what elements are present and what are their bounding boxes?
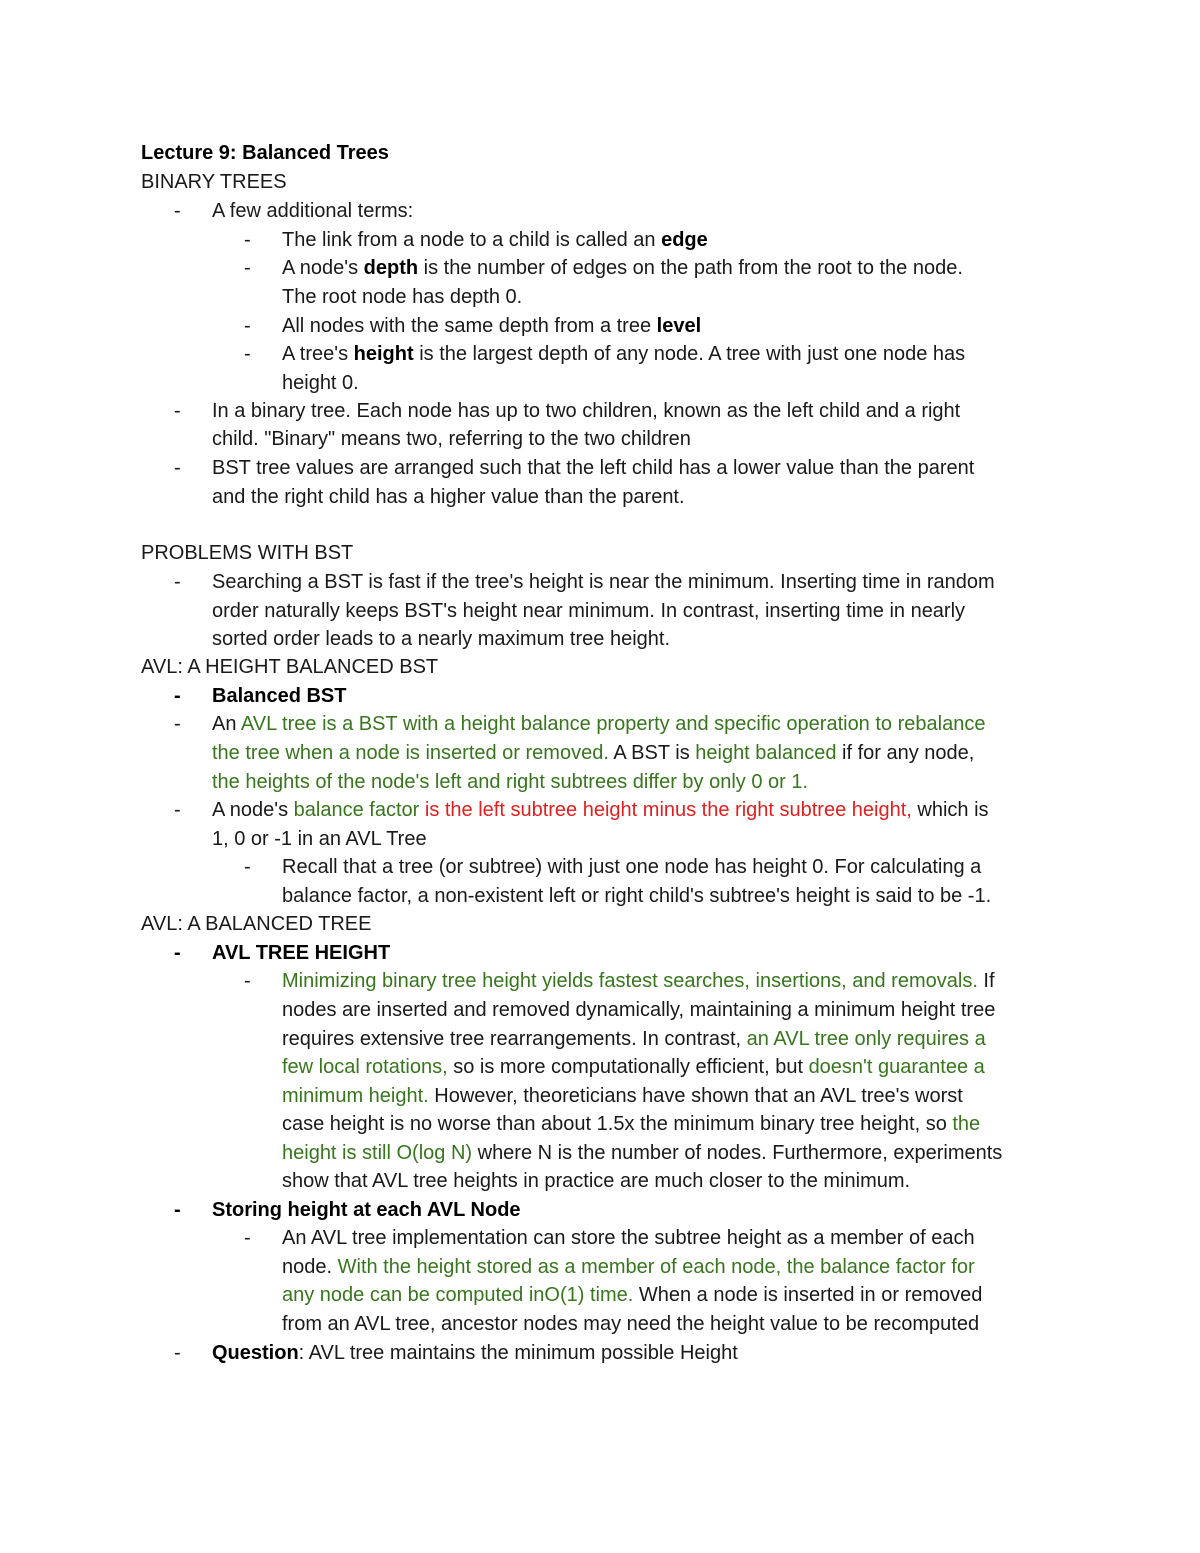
bold-term: height (353, 343, 414, 365)
bullet-text (212, 711, 985, 737)
highlight-green: AVL tree is a BST with a height balance property and specific operation to rebalance (240, 713, 986, 735)
bold-term: edge (661, 229, 708, 251)
bullet-dash: - (244, 343, 251, 365)
bullet-dash: - (174, 571, 181, 593)
bold-term: level (656, 315, 702, 337)
bullet-text-continued: nodes are inserted and removed dynamically, maintaining a minimum height tree (282, 999, 996, 1021)
bullet-text-continued: from an AVL tree, ancestor nodes may need the height value to be recomputed (282, 1313, 980, 1335)
bold-term: Question (212, 1342, 299, 1364)
text-run: if for any node, (836, 742, 975, 764)
bullet-dash: - (174, 1342, 181, 1364)
text-run: All nodes with the same depth from a tree (282, 315, 657, 337)
bullet-dash: - (244, 257, 251, 279)
bullet-dash: - (244, 856, 251, 878)
text-run: node. (282, 1256, 333, 1278)
highlight-green: With the height stored as a member of each node, the balance factor for (332, 1256, 975, 1278)
bullet-dash: - (174, 713, 181, 735)
bullet-bold-heading: Balanced BST (212, 685, 347, 707)
bullet-text (282, 313, 701, 339)
highlight-green: the tree when a node is inserted or removed. (212, 742, 609, 764)
bullet-text-continued: The root node has depth 0. (282, 286, 523, 308)
highlight-green: minimum height. (282, 1085, 429, 1107)
highlight-green: any node can be computed inO(1) time. (282, 1284, 634, 1306)
bullet-text-continued (282, 1111, 980, 1137)
bullet-text-continued (212, 740, 974, 766)
bullet-text-continued (282, 1054, 985, 1080)
bullet-dash: - (174, 1199, 181, 1221)
highlight-green: height balanced (695, 742, 837, 764)
bullet-dash: - (244, 970, 251, 992)
section-heading-problems: PROBLEMS WITH BST (141, 542, 354, 564)
bullet-text: Recall that a tree (or subtree) with just one node has height 0. For calculating a (282, 856, 982, 878)
bullet-text (212, 1340, 738, 1366)
bullet-dash: - (174, 799, 181, 821)
bullet-text (282, 255, 963, 281)
section-heading-avl-height-balanced: AVL: A HEIGHT BALANCED BST (141, 656, 439, 678)
bullet-dash: - (174, 457, 181, 479)
text-run: A BST is (608, 742, 696, 764)
bullet-text: Searching a BST is fast if the tree's height is near the minimum. Inserting time in random (212, 571, 995, 593)
text-run: A node's (282, 257, 364, 279)
bullet-text-continued: order naturally keeps BST's height near minimum. In contrast, inserting time in nearly (212, 600, 966, 622)
text-run: The link from a node to a child is called an (282, 229, 662, 251)
text-run: If (977, 970, 995, 992)
text-run: A node's (212, 799, 294, 821)
bullet-text: An AVL tree implementation can store the subtree height as a member of each (282, 1227, 975, 1249)
bullet-text (282, 341, 965, 367)
text-run: An (212, 713, 241, 735)
bullet-text: In a binary tree. Each node has up to two children, known as the left child and a right (212, 400, 961, 422)
section-heading-avl-balanced-tree: AVL: A BALANCED TREE (141, 913, 372, 935)
bullet-bold-heading: Storing height at each AVL Node (212, 1199, 521, 1221)
bullet-text-continued (282, 1083, 963, 1109)
bullet-text-continued: and the right child has a higher value than the parent. (212, 486, 685, 508)
bullet-text-continued: 1, 0 or -1 in an AVL Tree (212, 828, 427, 850)
bullet-text-continued: height 0. (282, 372, 359, 394)
section-heading-binary-trees: BINARY TREES (141, 171, 287, 193)
bullet-text-continued (282, 1254, 975, 1280)
text-run: : AVL tree maintains the minimum possible Height (298, 1342, 738, 1364)
bullet-dash: - (174, 200, 181, 222)
bold-term: depth (363, 257, 419, 279)
text-run: requires extensive tree rearrangements. In contrast, (282, 1028, 747, 1050)
bullet-text-continued: the heights of the node's left and right subtrees differ by only 0 or 1. (212, 771, 809, 793)
text-run: When a node is inserted in or removed (633, 1284, 983, 1306)
bullet-text-continued: sorted order leads to a nearly maximum tree height. (212, 628, 670, 650)
text-run: case height is no worse than about 1.5x the minimum binary tree height, so (282, 1113, 953, 1135)
bullet-dash: - (174, 400, 181, 422)
highlight-green: doesn't guarantee a (808, 1056, 985, 1078)
text-run: where N is the number of nodes. Furthermore, experiments (472, 1142, 1003, 1164)
bullet-text (282, 968, 995, 994)
highlight-green: the (952, 1113, 981, 1135)
highlight-green: an AVL tree only requires a (746, 1028, 986, 1050)
bullet-text (212, 797, 989, 823)
text-run: is the largest depth of any node. A tree with just one node has (413, 343, 966, 365)
bullet-text-continued: child. "Binary" means two, referring to the two children (212, 428, 691, 450)
bullet-text (282, 227, 708, 253)
highlight-green: height is still O(log N) (282, 1142, 473, 1164)
bullet-dash: - (244, 229, 251, 251)
bullet-bold-heading: AVL TREE HEIGHT (212, 942, 391, 964)
highlight-red: is the left subtree height minus the right subtree height, (419, 799, 912, 821)
bullet-text: BST tree values are arranged such that the left child has a lower value than the parent (212, 457, 975, 479)
text-run: is the number of edges on the path from the root to the node. (418, 257, 963, 279)
highlight-green: few local rotations, (282, 1056, 448, 1078)
bullet-text: A few additional terms: (212, 200, 414, 222)
bullet-text-continued: balance factor, a non-existent left or right child's subtree's height is said to be -1. (282, 885, 992, 907)
bullet-text-continued (282, 1140, 1002, 1166)
highlight-green: balance factor (293, 799, 420, 821)
text-run: which is (911, 799, 989, 821)
bullet-text-continued: show that AVL tree heights in practice are much closer to the minimum. (282, 1170, 911, 1192)
bullet-text-continued (282, 1282, 982, 1308)
bullet-dash: - (174, 942, 181, 964)
bullet-dash: - (174, 685, 181, 707)
bullet-dash: - (244, 1227, 251, 1249)
text-run: so is more computationally efficient, but (447, 1056, 809, 1078)
text-run: However, theoreticians have shown that an AVL tree's worst (428, 1085, 963, 1107)
text-run: A tree's (282, 343, 354, 365)
highlight-green: Minimizing binary tree height yields fastest searches, insertions, and removals. (282, 970, 978, 992)
lecture-title: Lecture 9: Balanced Trees (141, 142, 389, 164)
bullet-dash: - (244, 315, 251, 337)
bullet-text-continued (282, 1026, 986, 1052)
